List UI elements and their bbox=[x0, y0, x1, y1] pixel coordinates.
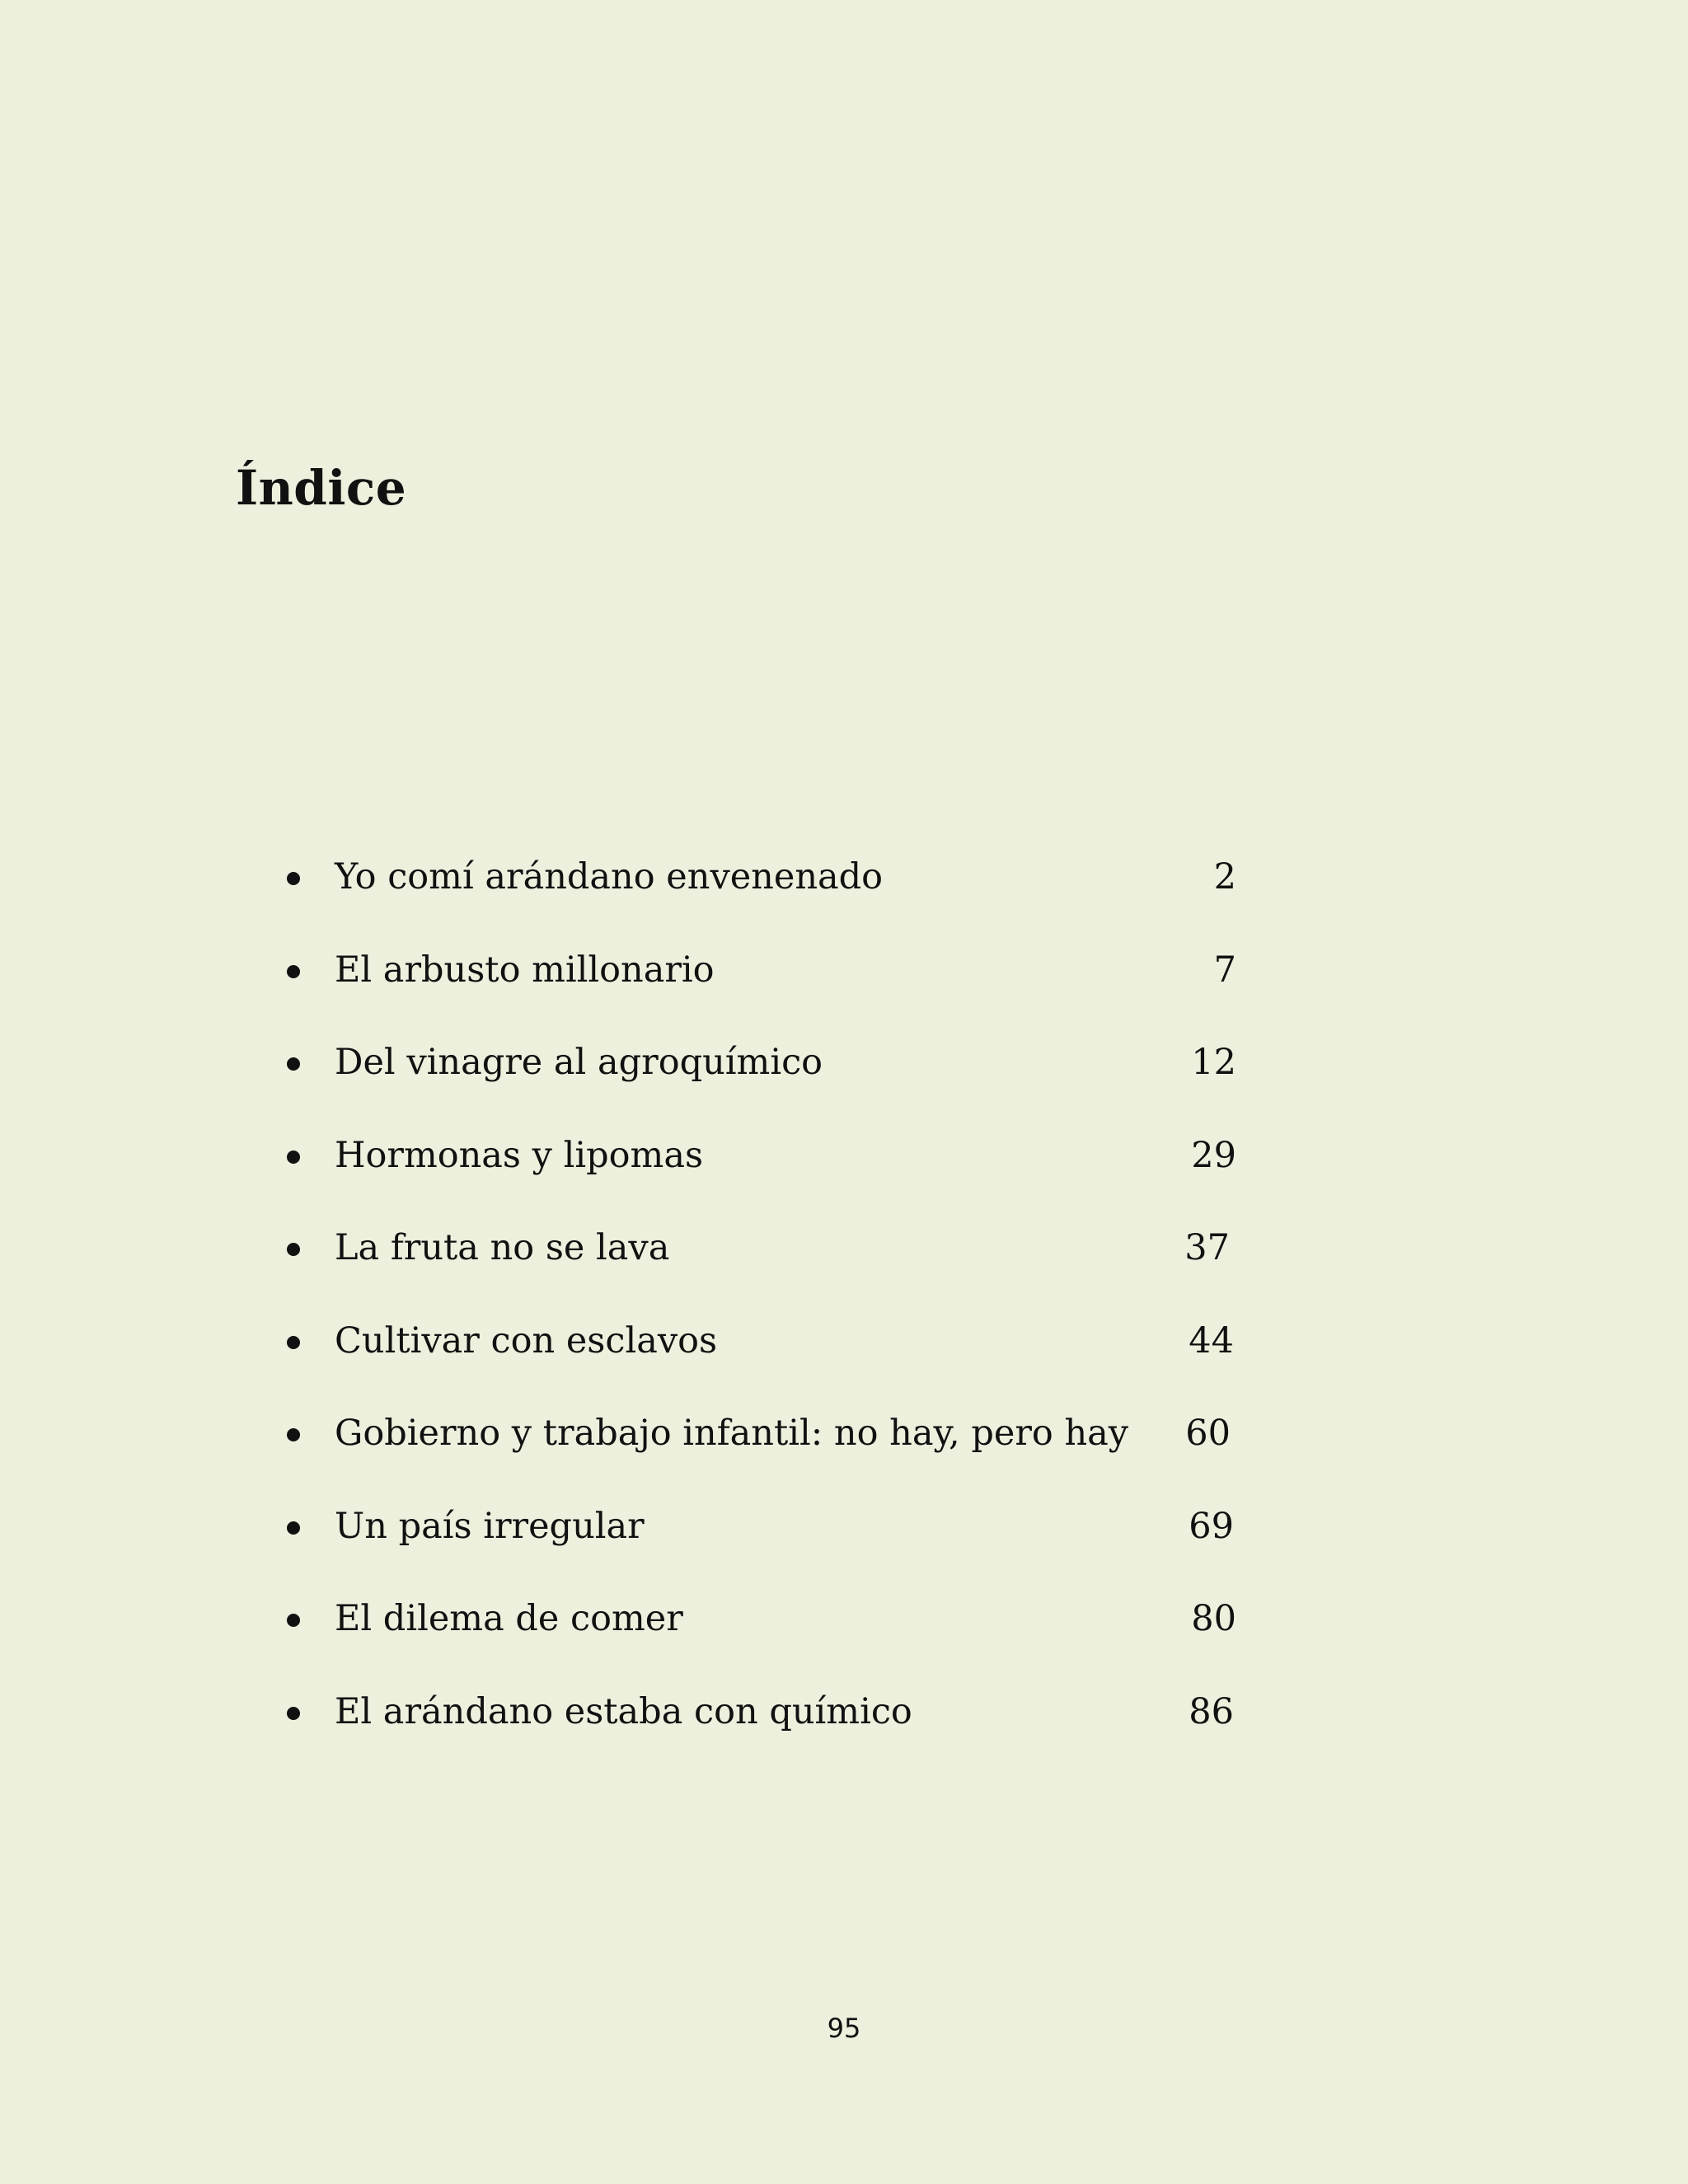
toc-entry-title: Cultivar con esclavos bbox=[335, 1319, 718, 1361]
toc-entry bbox=[280, 1387, 1245, 1480]
toc-entry-page: 29 bbox=[1191, 1134, 1236, 1176]
toc-entry bbox=[280, 1480, 1245, 1573]
toc-entry-title: Un país irregular bbox=[335, 1505, 645, 1547]
toc-entry-page: 60 bbox=[1185, 1413, 1231, 1455]
bullet-icon bbox=[287, 872, 300, 885]
bullet-icon bbox=[287, 1057, 300, 1071]
toc-entry-title: Gobierno y trabajo infantil: no hay, pero hay bbox=[335, 1413, 1129, 1455]
toc-entry-title: Hormonas y lipomas bbox=[335, 1134, 704, 1176]
toc-entry-page: 37 bbox=[1184, 1227, 1230, 1269]
toc-entry-page: 44 bbox=[1189, 1319, 1234, 1361]
toc-entry bbox=[280, 1016, 1245, 1109]
bullet-icon bbox=[287, 1243, 300, 1256]
toc-entry-title: La fruta no se lava bbox=[335, 1227, 670, 1269]
toc-entry-page: 2 bbox=[1213, 856, 1236, 898]
bullet-icon bbox=[287, 1428, 300, 1441]
toc-entry-title: Del vinagre al agroquímico bbox=[335, 1042, 823, 1084]
toc-entry-title: El arándano estaba con químico bbox=[335, 1690, 912, 1732]
table-of-contents bbox=[280, 831, 1245, 1758]
bullet-icon bbox=[287, 1614, 300, 1627]
bullet-icon bbox=[287, 1151, 300, 1164]
bullet-icon bbox=[287, 1336, 300, 1349]
toc-entry-title: Yo comí arándano envenenado bbox=[335, 856, 884, 898]
toc-entry-page: 80 bbox=[1191, 1598, 1236, 1640]
toc-entry-page: 86 bbox=[1189, 1690, 1234, 1732]
toc-entry-page: 7 bbox=[1213, 949, 1236, 991]
toc-entry bbox=[280, 1666, 1245, 1759]
bullet-icon bbox=[287, 965, 300, 978]
page-title: Índice bbox=[236, 460, 407, 516]
bullet-icon bbox=[287, 1521, 300, 1535]
toc-entry bbox=[280, 831, 1245, 924]
toc-entry bbox=[280, 1295, 1245, 1388]
toc-entry bbox=[280, 924, 1245, 1017]
page-number: 95 bbox=[827, 2013, 861, 2044]
bullet-icon bbox=[287, 1707, 300, 1720]
toc-entry bbox=[280, 1202, 1245, 1295]
toc-entry-page: 12 bbox=[1191, 1042, 1236, 1084]
toc-entry-title: El dilema de comer bbox=[335, 1598, 683, 1640]
toc-entry-page: 69 bbox=[1189, 1505, 1234, 1547]
toc-entry-title: El arbusto millonario bbox=[335, 949, 715, 991]
toc-entry bbox=[280, 1572, 1245, 1666]
toc-entry bbox=[280, 1109, 1245, 1202]
